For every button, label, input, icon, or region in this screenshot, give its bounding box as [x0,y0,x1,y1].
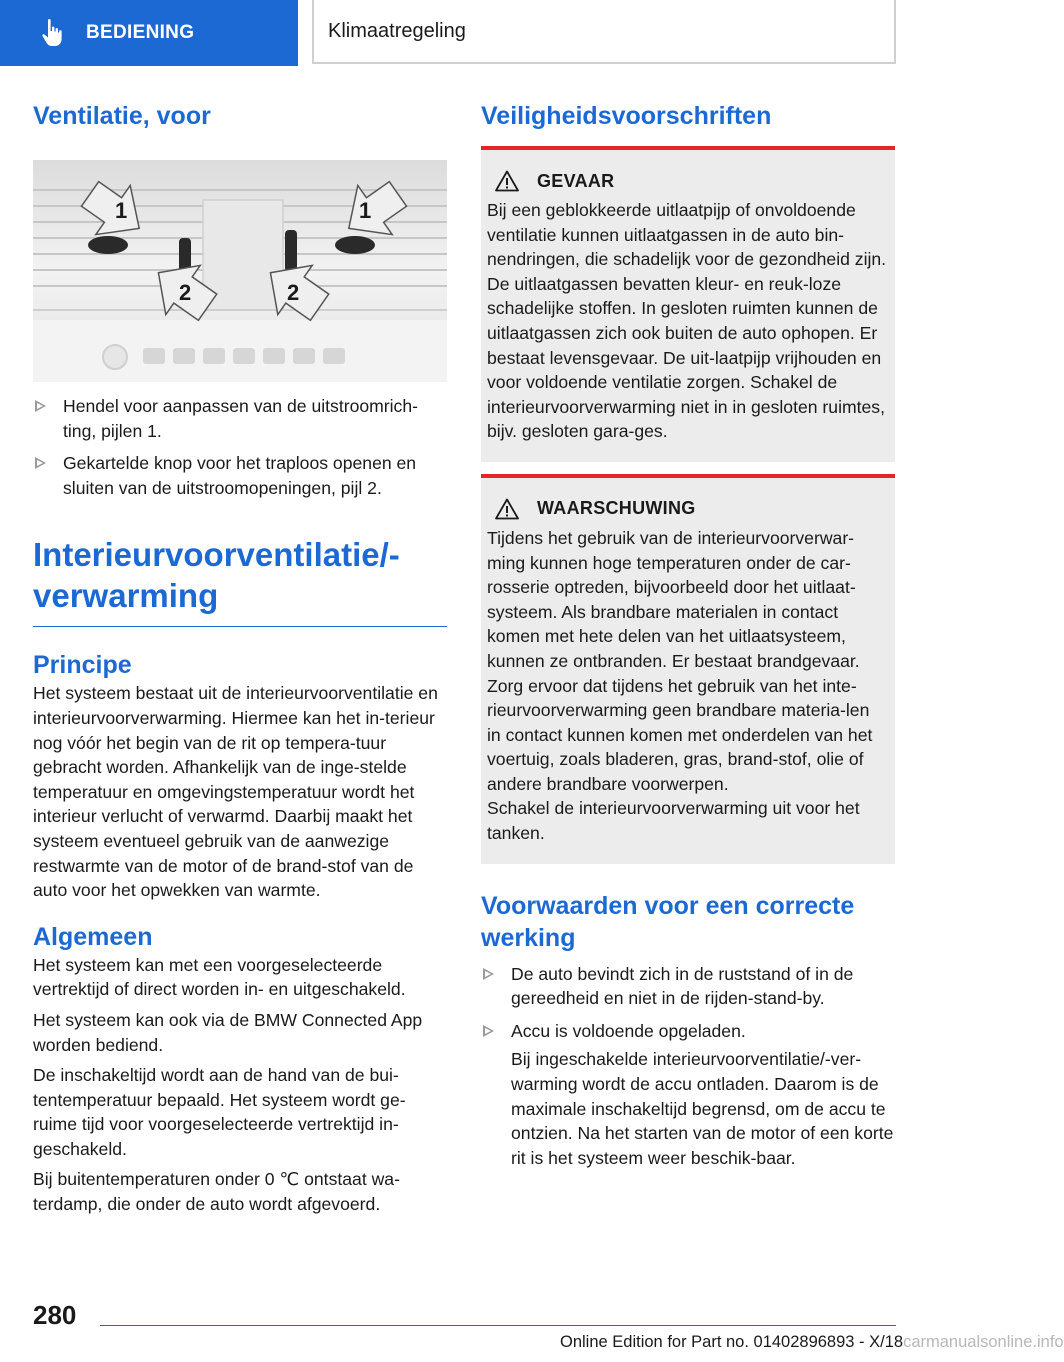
vent-figure [33,160,447,382]
triangle-bullet-icon [35,400,46,412]
arrow-label-1-right: 1 [359,198,372,223]
danger-label: GEVAAR [537,170,615,191]
algemeen-paragraph-4: Bij buitentemperaturen onder 0 ℃ ontstaat wa-terdamp, die onder de auto wordt afgevoerd. [33,1169,400,1215]
list-item: Hendel voor aanpassen van de uitstroomrich-ting, pijlen 1. [33,394,447,443]
warning-triangle-icon [495,170,519,192]
algemeen-title: Algemeen [33,922,153,951]
chapter-title: Klimaatregeling [328,19,466,42]
warning-box [481,474,895,864]
vent-list [33,394,447,500]
warning-text-1: Tijdens het gebruik van de interieurvoorverwar-ming kunnen hoge temperaturen onder de car-rosserie optreden, bijvoorbeeld door het uitlaat-systeem. Als brandbare materialen in contact komen met hete delen van het uitlaatsysteem, kunnen ze ontbranden. Er bestaat brandgevaar. Zorg ervoor dat tijdens het gebruik van het inte-rieurvoorverwarming geen brandbare materia-len in contact kunnen komen met onderdelen van het voertuig, zoals bladeren, gras, brand-stof, olie of andere brandbare voorwerpen. [487,527,873,794]
condition-sub-text: Bij ingeschakelde interieurvoorventilatie/-ver-warming wordt de accu ontladen. Daarom is de maximale inschakeltijd begrensd, om de accu te ontzien. Na het starten van de motor of een korte rit is het systeem weer beschik-baar. [511,1049,894,1168]
principe-text: Het systeem bestaat uit de interieurvoorventilatie en interieurvoorverwarming. Hiermee kan het in-terieur nog vóór het begin van de rit op tempera-tuur gebracht worden. Afhankelijk van de inge-stelde temperatuur en omgevingstemperatuur wordt het interieur verlucht of verwarmd. Daarbij maakt het systeem eventueel gebruik van de aanwezige restwarmte van de motor of de brand-stof van de auto voor het opwekken van warmte. [33,683,438,901]
edition-text: Online Edition for Part no. 01402896893 - X/18 [560,1333,904,1351]
conditions-title: Voorwaarden voor een correcte werking [481,891,855,952]
algemeen-paragraph-2: Het systeem kan ook via de BMW Connected App worden bediend. [33,1009,423,1055]
conditions-list [481,962,895,1171]
algemeen-paragraph-1: Het systeem kan met een voorgeselecteerde vertrektijd of direct worden in- en uitgeschakeld. [33,954,406,1000]
algemeen-paragraph-3: De inschakeltijd wordt aan de hand van de bui-tentemperatuur bepaald. Het systeem wordt ge-ruime tijd voor voorgeselecteerde vertrektijd in-geschakeld. [33,1065,406,1159]
interior-title: Interieurvoorventilatie/-verwarming [33,534,447,627]
footer-text [560,1333,1064,1352]
danger-text: Bij een geblokkeerde uitlaatpijp of onvoldoende ventilatie kunnen uitlaatgassen in de auto bin-nendringen, die schadelijk voor de gezondheid zijn. De uitlaatgassen bevatten kleur- en reuk-loze schadelijke stoffen. In gesloten ruimten kunnen de uitlaatgassen zich ook buiten de auto ophopen. Er bestaat levensgevaar. De uit-laatpijp vrijhouden en voor voldoende ventilatie zorgen. Schakel de interieurvoorverwarming niet in in gesloten ruimtes, bijv. gesloten gara-ges. [487,200,887,442]
section-tab-label: BEDIENING [86,22,195,43]
principe-title: Principe [33,651,132,680]
chapter-header [312,0,896,64]
list-item: Gekartelde knop voor het traploos openen en sluiten van de uitstroomopeningen, pijl 2. [33,451,447,500]
arrow-label-2-left: 2 [179,280,192,305]
triangle-bullet-icon [35,457,46,469]
vent-title: Ventilatie, voor [33,102,211,130]
triangle-bullet-icon [483,968,494,980]
arrow-label-1-left: 1 [115,198,128,223]
arrow-label-2-right: 2 [287,280,300,305]
hand-pointer-icon [40,18,64,48]
triangle-bullet-icon [483,1025,494,1037]
right-column [481,100,895,1170]
danger-box [481,146,895,462]
warning-label: WAARSCHUWING [537,498,696,519]
list-item: Accu is voldoende opgeladen. Bij ingeschakelde interieurvoorventilatie/-ver-warming wordt de accu ontladen. Daarom is de maximale inschakeltijd begrensd, om de accu te ontzien. Na het starten van de motor of een korte rit is het systeem weer beschik-baar. [481,1019,895,1171]
page-number: 280 [33,1300,77,1330]
warning-text-2: Schakel de interieurvoorverwarming uit voor het tanken. [487,798,860,844]
watermark-text: carmanualsonline.info [903,1333,1064,1351]
safety-title: Veiligheidsvoorschriften [481,102,772,130]
left-column [33,100,447,1217]
list-item: De auto bevindt zich in de ruststand of in de gereedheid en niet in de rijden-stand-by. [481,962,895,1011]
section-tab[interactable] [0,0,298,66]
warning-triangle-icon [495,498,519,520]
footer-divider [100,1325,896,1326]
